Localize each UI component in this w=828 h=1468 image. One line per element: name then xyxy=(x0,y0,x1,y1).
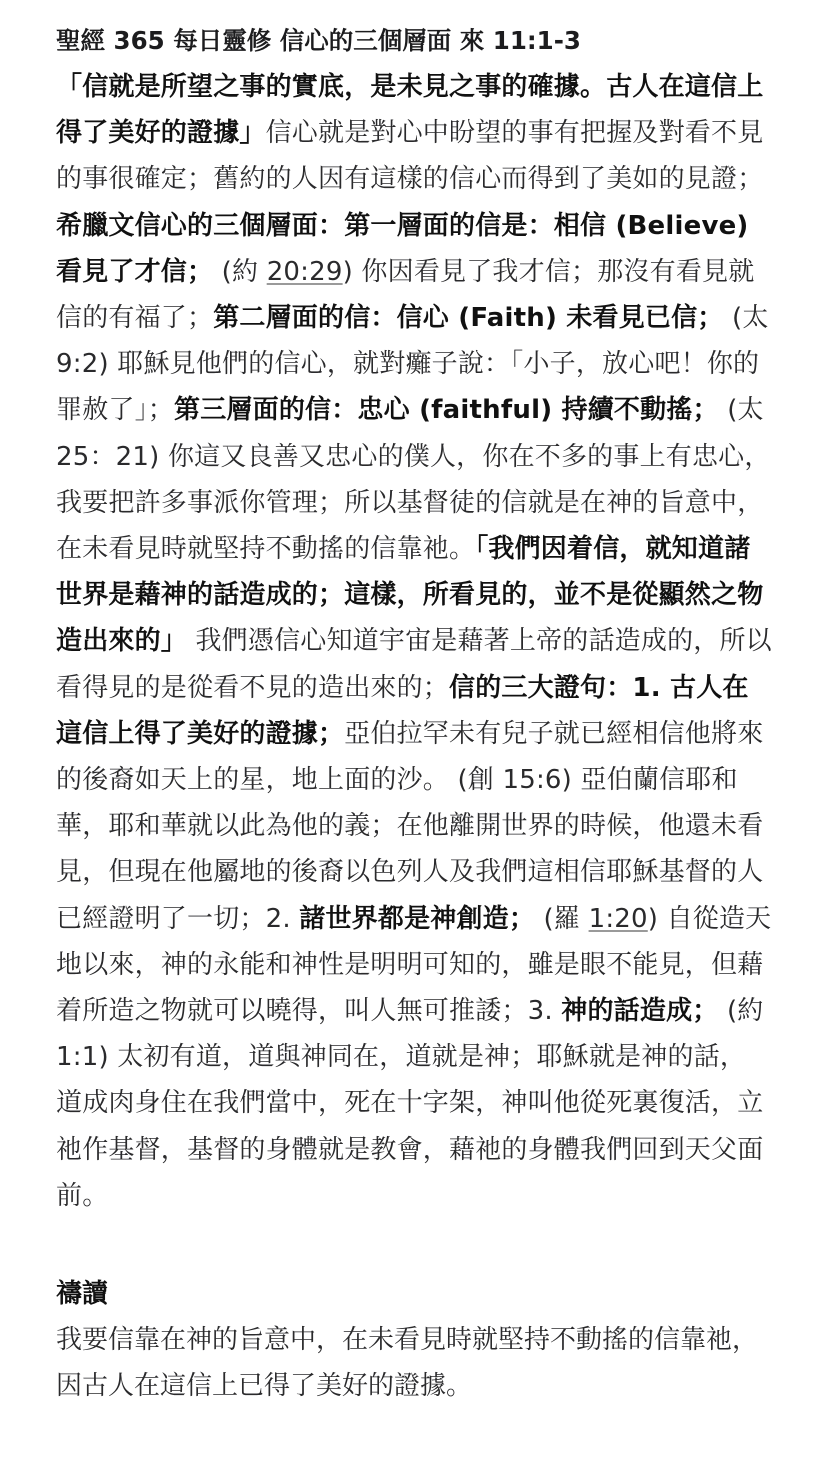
devotion-body xyxy=(56,64,772,1219)
body-text-segment: 亞伯拉罕未有兒子就已經相信他將來的後裔如天上的星，地上面的沙。 (創 15:6) 亞伯蘭信耶和華，耶和華就以此為他的義；在他離開世界的時候，他還未看見，但現在他屬地的後裔以色列人及我們這相信耶穌基督的人已經證明了一切；2. xyxy=(56,718,764,934)
body-text-segment: (太 25：21) 你這又良善又忠心的僕人，你在不多的事上有忠心，我要把許多事派你管理；所以基督徒的信就是在神的旨意中，在未看見時就堅持不動搖的信靠祂。 xyxy=(56,395,771,565)
proof-two-heading: 諸世界都是神創造； xyxy=(299,903,536,934)
body-text-segment: (太 9:2) 耶穌見他們的信心，就對癱子說：「小子，放心吧！你的罪赦了」； xyxy=(56,303,769,426)
prayer-heading: 禱讀 xyxy=(56,1279,109,1310)
devotion-title: 聖經 365 每日靈修 信心的三個層面 來 11:1-3 xyxy=(56,26,581,55)
prayer-text: 我要信靠在神的旨意中，在未看見時就堅持不動搖的信靠祂，因古人在這信上已得了美好的證據。 xyxy=(56,1325,759,1402)
verse-link-romans-1-20[interactable]: 1:20 xyxy=(588,903,648,934)
scripture-quote: 「我們因着信，就知道諸世界是藉神的話造成的；這樣，所看見的，並不是從顯然之物造出來的」 xyxy=(56,534,764,657)
body-text-segment: ) 自從造天地以來，神的永能和神性是明明可知的，雖是眼不能見，但藉着所造之物就可以曉得，叫人無可推諉；3. xyxy=(56,903,772,1027)
body-text-segment: ) 你因看見了我才信；那沒有看見就信的有福了； xyxy=(56,256,755,334)
body-text-segment: (約 1:1) 太初有道，道與神同在，道就是神；耶穌就是神的話，道成肉身住在我們當中，死在十字架，神叫他從死裏復活，立祂作基督，基督的身體就是教會，藉祂的身體我們回到天父面前。 xyxy=(56,996,764,1211)
proof-three-heading: 神的話造成； xyxy=(561,996,719,1027)
body-text-segment: 信心就是對心中盼望的事有把握及對看不見的事很確定；舊約的人因有這樣的信心而得到了美如的見證； xyxy=(56,118,764,195)
verse-link-john-20-29[interactable]: 20:29 xyxy=(266,256,343,287)
three-proofs-heading: 信的三大證句：1. 古人在這信上得了美好的證據； xyxy=(56,672,749,749)
section-spacer xyxy=(56,1219,772,1271)
body-text-segment: (羅 xyxy=(535,903,589,934)
body-text-segment: 我們憑信心知道宇宙是藉著上帝的話造成的，所以看得見的是從看不見的造出來的； xyxy=(56,626,772,703)
second-level-heading: 第二層面的信：信心 (Faith) 未看見已信； xyxy=(213,303,724,334)
faith-levels-heading: 希臘文信心的三個層面：第一層面的信是：相信 (Believe) 看見了才信； xyxy=(56,210,749,287)
third-level-heading: 第三層面的信：忠心 (faithful) 持續不動搖； xyxy=(174,395,719,426)
scripture-quote: 「信就是所望之事的實底，是未見之事的確據。古人在這信上得了美好的證據」 xyxy=(56,72,764,149)
body-text-segment: (約 xyxy=(213,256,267,287)
